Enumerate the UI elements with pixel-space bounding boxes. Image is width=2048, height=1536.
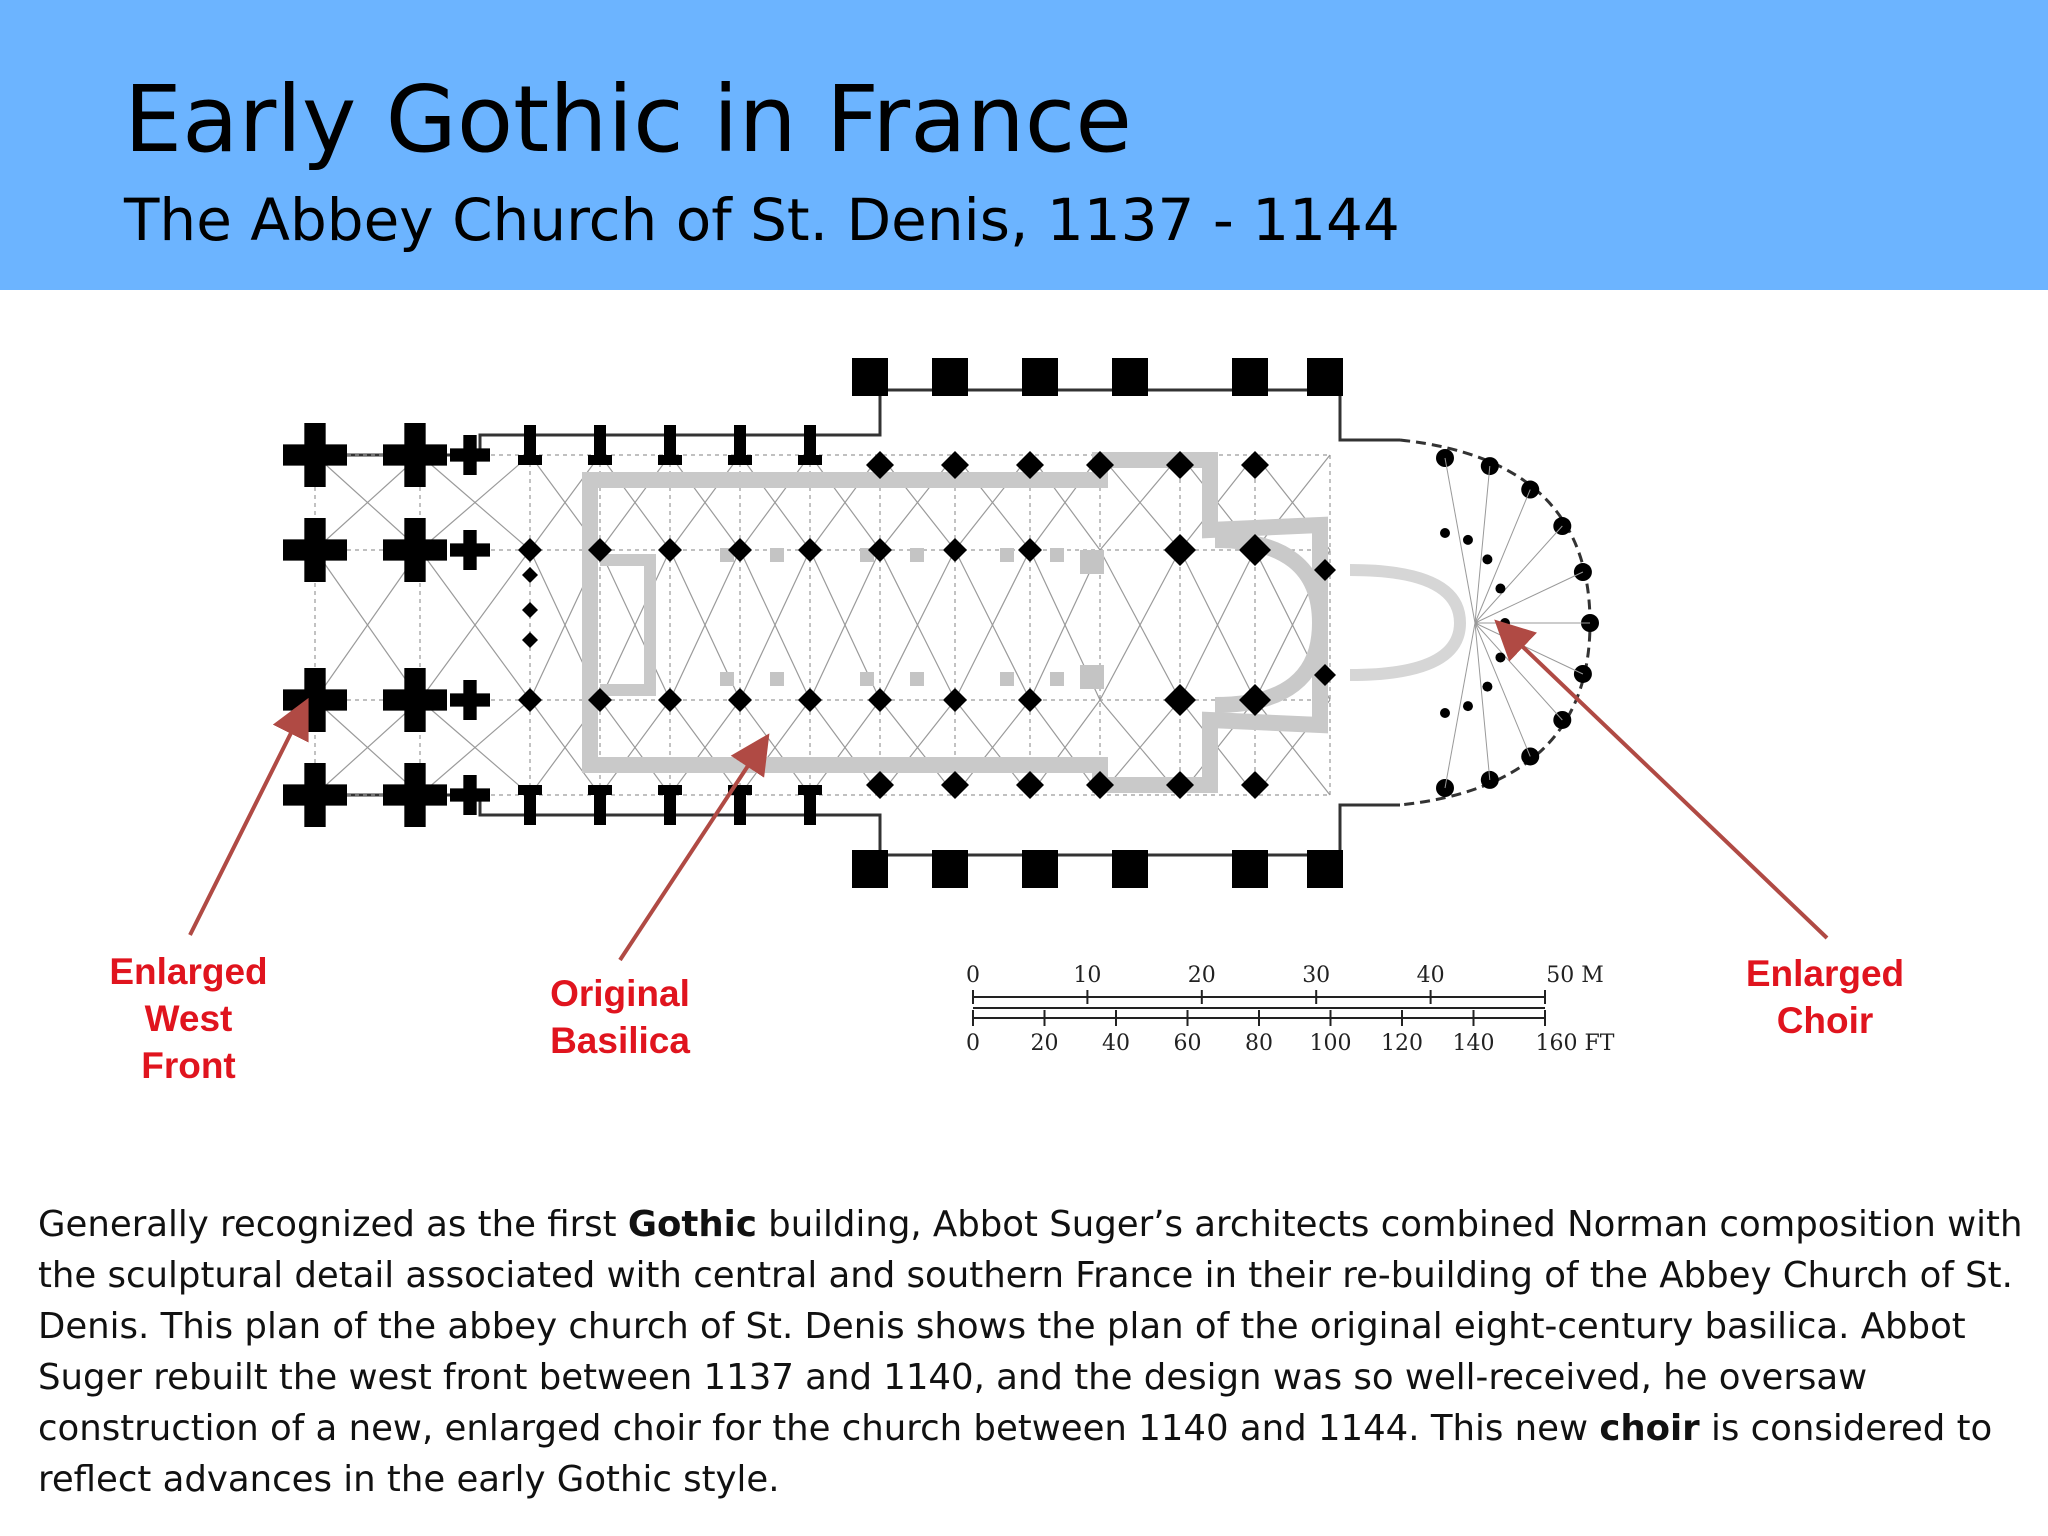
scale-feet-label: 60: [1173, 1031, 1202, 1056]
choir-column: [1440, 528, 1450, 538]
west-pier: [383, 423, 447, 487]
basilica-pier: [770, 672, 784, 686]
buttress: [798, 455, 822, 465]
choir-rib: [1475, 490, 1530, 623]
choir-rib: [1475, 623, 1530, 756]
buttress: [1022, 358, 1058, 396]
scale-feet-label: 120: [1381, 1031, 1423, 1056]
scale-feet-label: 140: [1452, 1031, 1495, 1056]
pier: [1018, 538, 1042, 562]
choir-rib: [1475, 623, 1583, 674]
pier: [518, 688, 542, 712]
west-pier: [283, 423, 347, 487]
choir-rib: [1475, 623, 1490, 780]
pier: [658, 538, 682, 562]
pier: [518, 538, 542, 562]
west-front-towers: [283, 423, 490, 827]
pier: [798, 688, 822, 712]
basilica-pier: [1050, 672, 1064, 686]
body-bold-gothic: Gothic: [627, 1204, 757, 1245]
scale-feet-label: 80: [1245, 1031, 1273, 1056]
west-pier: [450, 680, 490, 720]
scale-feet-label: 20: [1030, 1031, 1059, 1056]
slide-title: Early Gothic in France: [124, 66, 1132, 173]
pier: [728, 688, 752, 712]
scale-feet-label: 100: [1309, 1031, 1352, 1056]
buttress: [1232, 358, 1268, 396]
pier: [1164, 684, 1196, 716]
scale-meter-label: 10: [1073, 963, 1102, 988]
choir-column: [1495, 652, 1505, 662]
label-enlarged-west-front: [96, 948, 281, 1089]
choir-rib: [1475, 572, 1583, 623]
west-pier: [283, 668, 347, 732]
label-line: Enlarged: [109, 951, 268, 992]
buttress: [1022, 850, 1058, 888]
body-bold-choir: choir: [1599, 1408, 1700, 1449]
buttress: [588, 785, 612, 795]
plan-buttresses: [518, 358, 1343, 888]
choir-column: [1495, 584, 1505, 594]
buttress: [1307, 358, 1343, 396]
west-pier: [383, 763, 447, 827]
basilica-pier: [910, 672, 924, 686]
label-line: West: [144, 998, 233, 1039]
pier: [943, 688, 967, 712]
buttress: [728, 455, 752, 465]
buttress: [1232, 850, 1268, 888]
buttress: [1112, 850, 1148, 888]
buttress: [932, 358, 968, 396]
arrow-west-front: [190, 705, 305, 935]
body-paragraph: [38, 1199, 2023, 1505]
basilica-pier: [1080, 665, 1104, 689]
choir-column: [1440, 708, 1450, 718]
label-line: Basilica: [550, 1020, 690, 1061]
scale-feet-labels: [966, 1010, 1615, 1056]
scale-meter-label: 50 M: [1546, 963, 1604, 988]
buttress: [658, 785, 682, 795]
pier: [868, 688, 892, 712]
slide-subtitle: The Abbey Church of St. Denis, 1137 - 1144: [124, 186, 1400, 254]
west-pier: [450, 435, 490, 475]
west-pier: [383, 518, 447, 582]
basilica-pier: [1050, 548, 1064, 562]
pier: [522, 602, 538, 618]
pier: [522, 567, 538, 583]
pier: [943, 538, 967, 562]
basilica-pier: [910, 548, 924, 562]
label-line: Original: [550, 973, 690, 1014]
buttress: [1112, 358, 1148, 396]
pier: [1164, 534, 1196, 566]
choir-column: [1463, 701, 1473, 711]
buttress: [932, 850, 968, 888]
basilica-pier: [860, 672, 874, 686]
label-enlarged-choir: [1725, 950, 1925, 1044]
scale-feet-label: 0: [966, 1031, 980, 1056]
plan-vault-ribs: [315, 455, 1330, 795]
choir-rib: [1475, 526, 1562, 623]
pier: [798, 538, 822, 562]
pier: [522, 632, 538, 648]
west-pier: [283, 763, 347, 827]
buttress: [852, 358, 888, 396]
label-original-basilica: [525, 970, 715, 1064]
body-text-run: building, Abbot Suger’s architects combined Norman composition with the sculptural detail associated with central and southern France in their re-building of the Abbey Church of St. Denis. This plan of the abbey church of St. Denis shows the plan of the original eight-century basilica. Abbot Suger rebuilt the west front between 1137 and 1140, and the design was so well-received, he oversaw construction of a new, enlarged choir for the church between 1140 and 1144. This new: [38, 1204, 2023, 1449]
choir-column: [1482, 682, 1492, 692]
west-pier: [450, 530, 490, 570]
body-text-run: Generally recognized as the first: [38, 1204, 628, 1245]
buttress: [518, 455, 542, 465]
buttress: [658, 455, 682, 465]
label-line: Enlarged: [1745, 953, 1905, 994]
arrow-choir: [1500, 625, 1827, 938]
body-text-run: is considered to reflect advances in the early Gothic style.: [38, 1408, 1993, 1500]
basilica-pier: [1000, 672, 1014, 686]
scale-meter-label: 0: [966, 963, 980, 988]
buttress: [1307, 850, 1343, 888]
choir-rib: [1475, 466, 1490, 623]
header-band: [0, 0, 2048, 290]
label-line: Front: [141, 1045, 236, 1086]
scale-meter-label: 30: [1302, 963, 1331, 988]
choir-column: [1482, 554, 1492, 564]
west-pier: [383, 668, 447, 732]
buttress: [798, 785, 822, 795]
buttress: [852, 850, 888, 888]
basilica-pier: [770, 548, 784, 562]
label-line: Choir: [1776, 1000, 1874, 1041]
west-pier: [283, 518, 347, 582]
basilica-pier: [720, 672, 734, 686]
scale-feet-label: 40: [1102, 1031, 1130, 1056]
scale-feet-label: 160 FT: [1535, 1031, 1615, 1056]
basilica-pier: [1080, 550, 1104, 574]
pier: [658, 688, 682, 712]
buttress: [588, 455, 612, 465]
west-pier: [450, 775, 490, 815]
choir-column: [1463, 535, 1473, 545]
basilica-pier: [1000, 548, 1014, 562]
scale-meter-label: 40: [1416, 963, 1445, 988]
buttress: [518, 785, 542, 795]
pier: [1018, 688, 1042, 712]
scale-meter-label: 20: [1187, 963, 1216, 988]
